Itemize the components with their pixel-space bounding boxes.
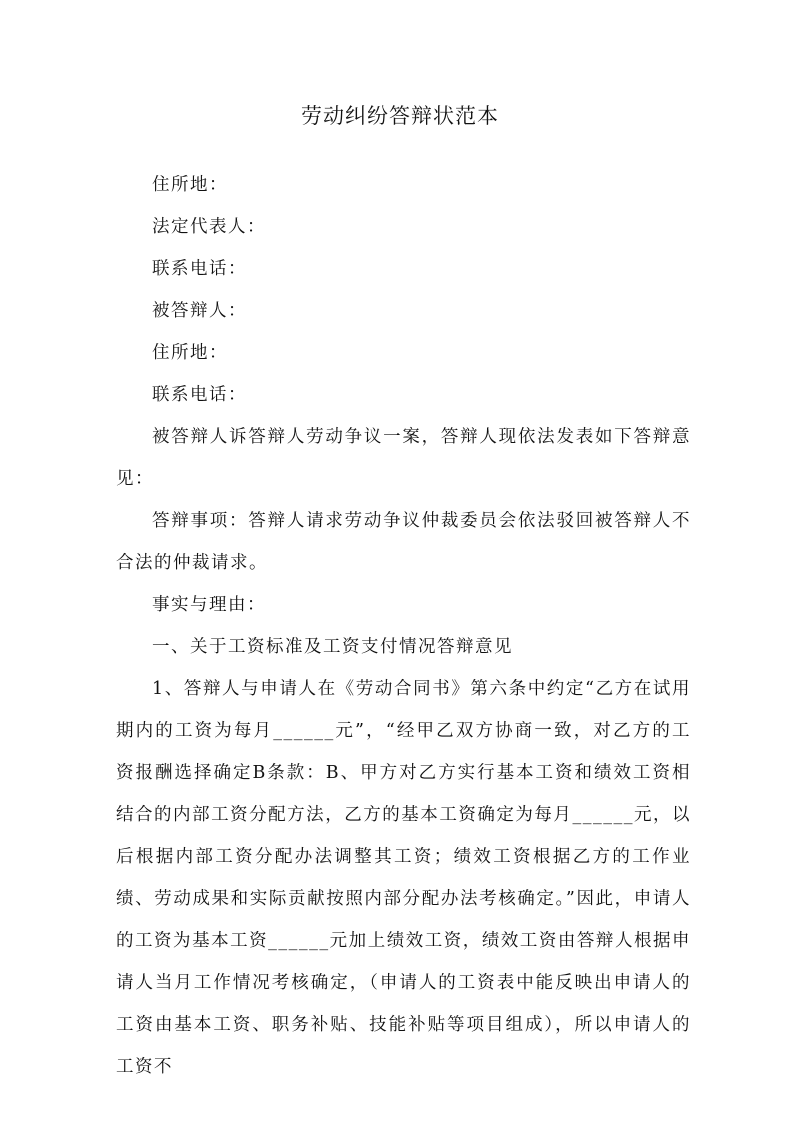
field-respondent-phone: 联系电话： — [152, 385, 247, 405]
field-address: 住所地： — [152, 175, 228, 195]
section-heading-wages: 一、关于工资标准及工资支付情况答辩意见 — [152, 637, 513, 657]
facts-heading: 事实与理由： — [152, 595, 266, 615]
field-respondent: 被答辩人： — [152, 301, 247, 321]
field-phone: 联系电话： — [152, 259, 247, 279]
defense-items-paragraph: 答辩事项：答辩人请求劳动争议仲裁委员会依法驳回被答辩人不合法的仲裁请求。 — [116, 511, 691, 573]
field-legal-representative: 法定代表人： — [152, 217, 266, 237]
document-body — [116, 164, 691, 1088]
document-title: 劳动纠纷答辩状范本 — [301, 104, 499, 128]
intro-paragraph: 被答辩人诉答辩人劳动争议一案，答辩人现依法发表如下答辩意见： — [116, 427, 691, 489]
wage-paragraph: 1、答辩人与申请人在《劳动合同书》第六条中约定“乙方在试用期内的工资为每月______元”，“经甲乙双方协商一致，对乙方的工资报酬选择确定B条款：B、甲方对乙方实行基本工资和绩效工资相结合的内部工资分配方法，乙方的基本工资确定为每月______元，以后根据内部工资分配办法调整其工资；绩效工资根据乙方的工作业绩、劳动成果和实际贡献按照内部分配办法考核确定。”因此，申请人的工资为基本工资______元加上绩效工资，绩效工资由答辩人根据申请人当月工作情况考核确定，（申请人的工资表中能反映出申请人的工资由基本工资、职务补贴、技能补贴等项目组成），所以申请人的工资不 — [116, 679, 691, 1077]
field-respondent-address: 住所地： — [152, 343, 228, 363]
